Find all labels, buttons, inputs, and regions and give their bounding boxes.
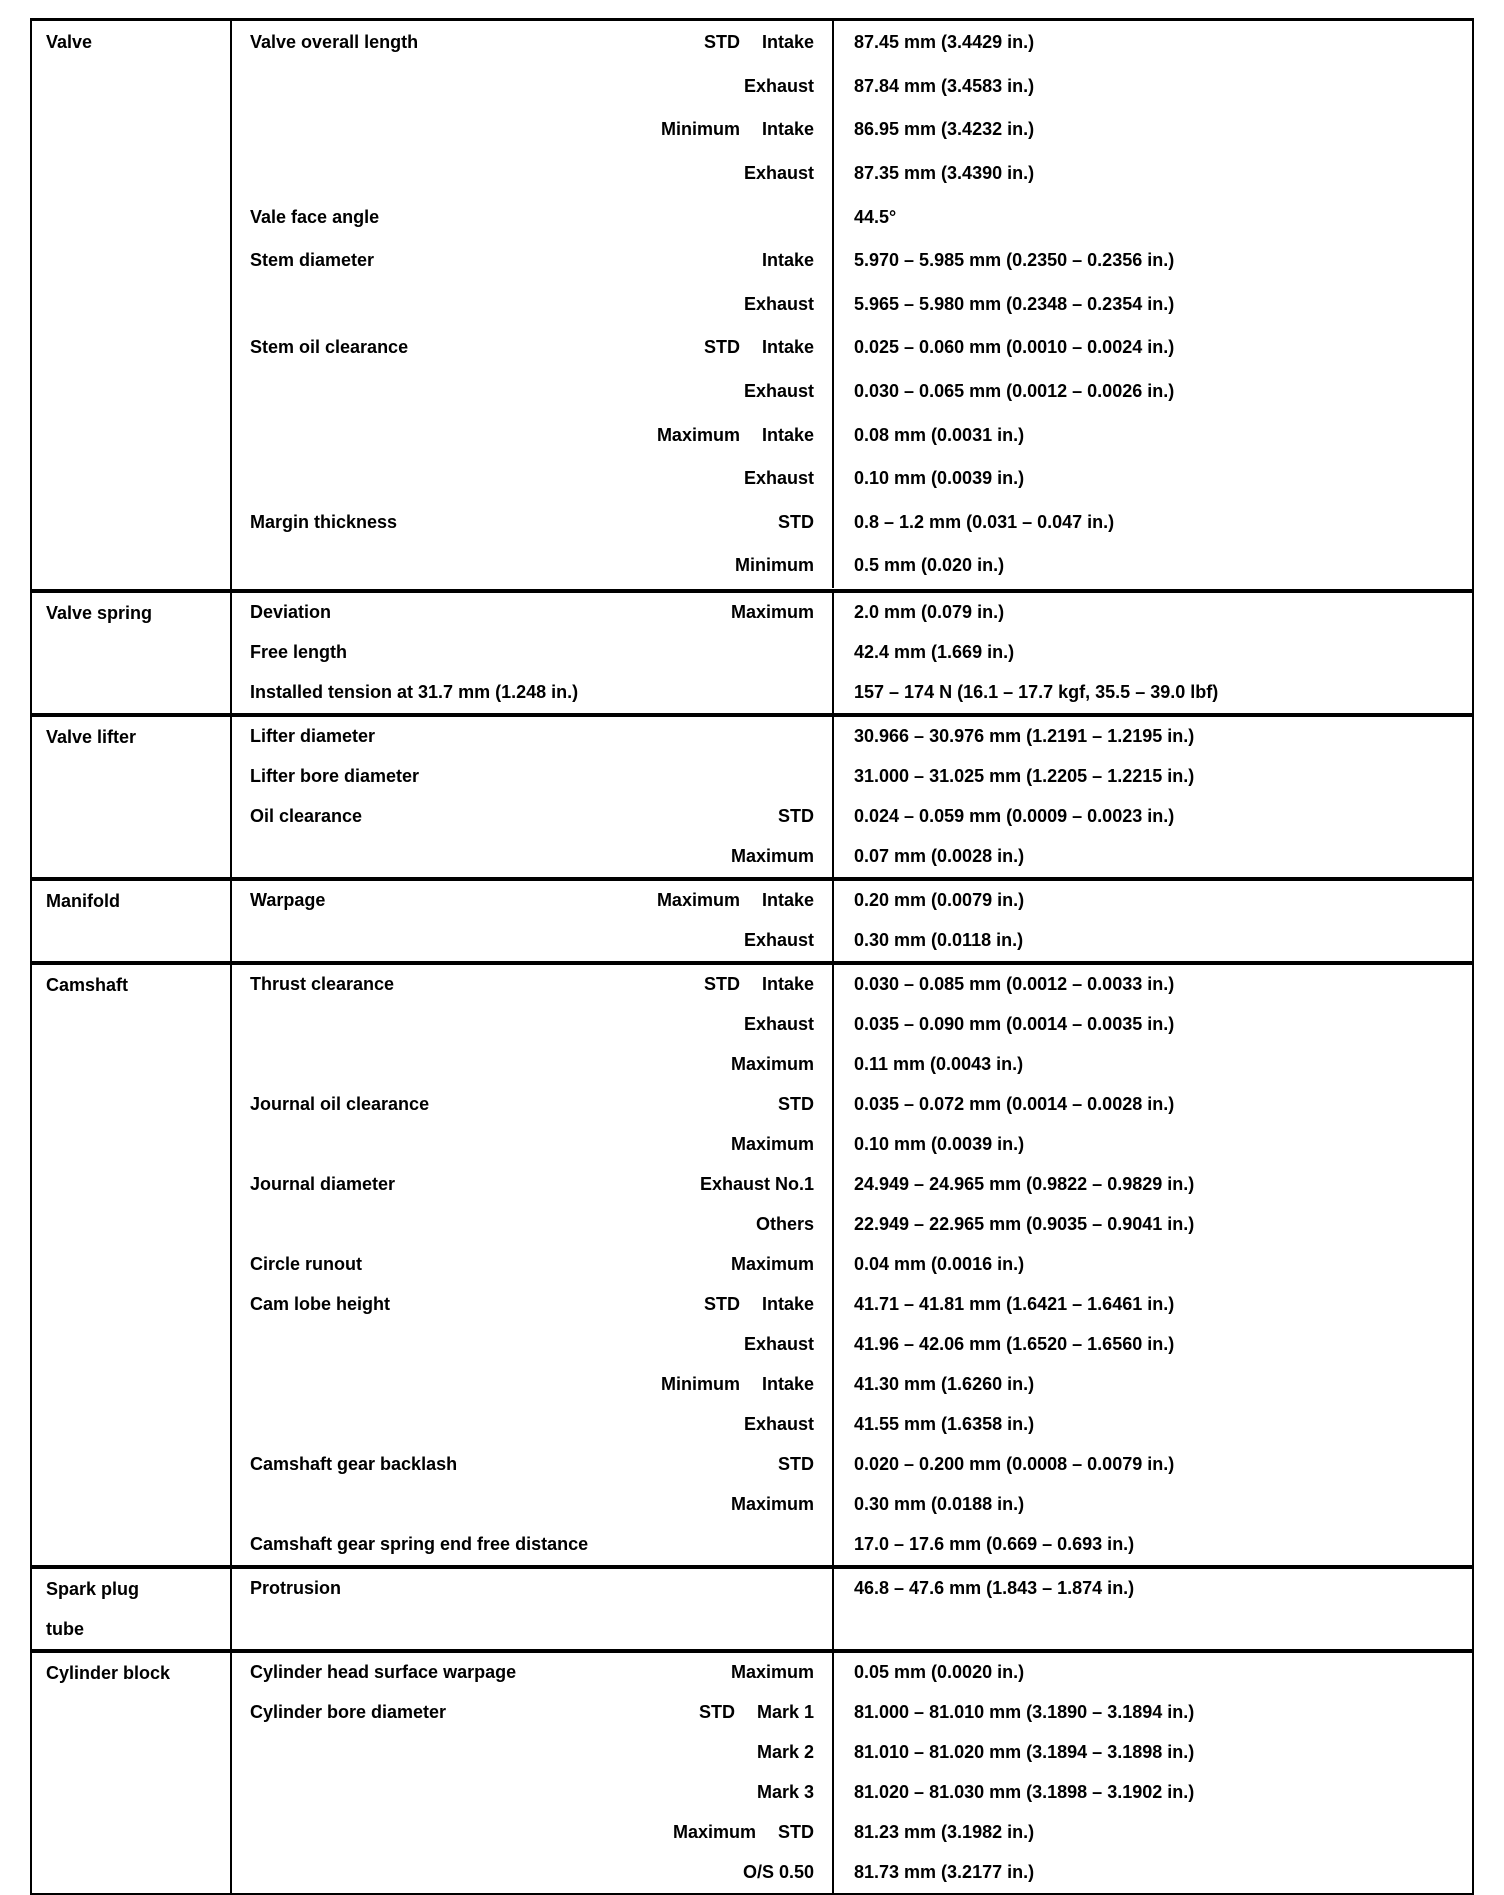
- qualifier-secondary: Exhaust: [743, 1014, 814, 1035]
- item-cell: [232, 1525, 834, 1565]
- qualifier-primary: STD: [703, 32, 740, 53]
- item-cell: [232, 370, 834, 414]
- item-name: Installed tension at 31.7 mm (1.248 in.): [250, 682, 579, 703]
- item-name: Valve overall length: [250, 32, 419, 53]
- spec-value: 81.020 – 81.030 mm (3.1898 – 3.1902 in.): [854, 1782, 1195, 1803]
- spec-value: 41.30 mm (1.6260 in.): [854, 1374, 1035, 1395]
- qualifier-secondary: Maximum: [730, 602, 814, 623]
- table-row: [232, 1085, 1472, 1125]
- spec-value: 17.0 – 17.6 mm (0.669 – 0.693 in.): [854, 1534, 1135, 1555]
- section-label: [32, 1569, 232, 1649]
- item-cell: [232, 797, 834, 837]
- item-cell: [232, 501, 834, 545]
- item-cell: [232, 921, 834, 961]
- section-label: [32, 1653, 232, 1893]
- table-row: [232, 544, 1472, 588]
- item-cell: [232, 21, 834, 65]
- item-cell: [232, 413, 834, 457]
- spec-value: 41.55 mm (1.6358 in.): [854, 1414, 1035, 1435]
- item-cell: [232, 1085, 834, 1125]
- qualifier-secondary: Intake: [761, 337, 814, 358]
- qualifier-secondary: Exhaust: [743, 381, 814, 402]
- spec-value: 30.966 – 30.976 mm (1.2191 – 1.2195 in.): [854, 726, 1195, 747]
- spec-value: 0.08 mm (0.0031 in.): [854, 424, 1025, 445]
- table-row: [232, 65, 1472, 109]
- spec-value: 0.020 – 0.200 mm (0.0008 – 0.0079 in.): [854, 1454, 1175, 1475]
- section-label-line: Valve spring: [46, 602, 153, 623]
- qualifier: [731, 1054, 814, 1075]
- spec-value: 5.965 – 5.980 mm (0.2348 – 0.2354 in.): [854, 293, 1175, 314]
- qualifier-primary: STD: [698, 1702, 735, 1723]
- item-name: Camshaft gear backlash: [250, 1454, 458, 1475]
- table-row: [232, 152, 1472, 196]
- qualifier-primary: Maximum: [656, 424, 740, 445]
- qualifier-secondary: STD: [778, 806, 814, 827]
- table-row: [232, 593, 1472, 633]
- spec-value: 24.949 – 24.965 mm (0.9822 – 0.9829 in.): [854, 1174, 1195, 1195]
- qualifier: [744, 1334, 814, 1355]
- item-cell: [232, 1285, 834, 1325]
- qualifier: [743, 1862, 814, 1883]
- spec-value: 0.11 mm (0.0043 in.): [854, 1054, 1024, 1075]
- qualifier-secondary: Exhaust No.1: [699, 1174, 814, 1195]
- qualifier-primary: STD: [703, 974, 740, 995]
- item-cell: [232, 881, 834, 921]
- qualifier-secondary: Intake: [761, 119, 814, 140]
- section-label-line: Valve lifter: [46, 726, 137, 747]
- item-name: Margin thickness: [250, 511, 398, 532]
- item-cell: [232, 1125, 834, 1165]
- item-cell: [232, 1405, 834, 1445]
- spec-value: 0.10 mm (0.0039 in.): [854, 468, 1025, 489]
- item-name: Vale face angle: [250, 206, 380, 227]
- item-cell: [232, 1693, 834, 1733]
- item-cell: [232, 1773, 834, 1813]
- table-row: [232, 1125, 1472, 1165]
- qualifier: [778, 1094, 814, 1115]
- spec-value: 0.05 mm (0.0020 in.): [854, 1662, 1025, 1683]
- item-name: Cam lobe height: [250, 1294, 391, 1315]
- table-row: [232, 1405, 1472, 1445]
- spec-value: 46.8 – 47.6 mm (1.843 – 1.874 in.): [854, 1578, 1135, 1599]
- item-cell: [232, 108, 834, 152]
- item-cell: [232, 283, 834, 327]
- table-row: [232, 757, 1472, 797]
- section-body: [232, 965, 1472, 1565]
- spec-value: 41.71 – 41.81 mm (1.6421 – 1.6461 in.): [854, 1294, 1175, 1315]
- qualifier: [757, 1742, 814, 1763]
- spec-table: [30, 18, 1474, 1895]
- qualifier: [762, 250, 814, 271]
- item-name: Oil clearance: [250, 806, 363, 827]
- section-label: [32, 717, 232, 877]
- item-name: Journal diameter: [250, 1174, 396, 1195]
- section-body: [232, 1569, 1472, 1649]
- qualifier: [744, 468, 814, 489]
- qualifier-secondary: Intake: [761, 890, 814, 911]
- qualifier: [744, 1014, 814, 1035]
- qualifier-secondary: Exhaust: [743, 930, 814, 951]
- item-name: Deviation: [250, 602, 332, 623]
- item-cell: [232, 1485, 834, 1525]
- spec-value: 0.30 mm (0.0188 in.): [854, 1494, 1025, 1515]
- item-cell: [232, 195, 834, 239]
- table-row: [232, 1853, 1472, 1893]
- qualifier-secondary: Intake: [761, 250, 814, 271]
- item-cell: [232, 1609, 834, 1649]
- qualifier-primary: STD: [703, 1294, 740, 1315]
- item-cell: [232, 1445, 834, 1485]
- item-cell: [232, 457, 834, 501]
- qualifier: [704, 974, 814, 995]
- qualifier-primary: Minimum: [660, 1374, 740, 1395]
- section-body: [232, 21, 1472, 589]
- table-row: [232, 1525, 1472, 1565]
- spec-value: 81.73 mm (3.2177 in.): [854, 1862, 1035, 1883]
- qualifier: [744, 294, 814, 315]
- qualifier: [778, 512, 814, 533]
- item-name: Protrusion: [250, 1578, 342, 1599]
- item-cell: [232, 593, 834, 633]
- section-label-line: Camshaft: [46, 974, 129, 995]
- spec-value: 0.8 – 1.2 mm (0.031 – 0.047 in.): [854, 511, 1115, 532]
- spec-value: 0.20 mm (0.0079 in.): [854, 890, 1025, 911]
- qualifier-secondary: STD: [778, 1094, 814, 1115]
- qualifier: [731, 1134, 814, 1155]
- qualifier: [657, 425, 814, 446]
- table-section: [32, 877, 1472, 961]
- qualifier: [704, 337, 814, 358]
- qualifier: [735, 555, 814, 576]
- table-row: [232, 837, 1472, 877]
- table-row: [232, 1325, 1472, 1365]
- qualifier: [744, 381, 814, 402]
- table-row: [232, 797, 1472, 837]
- item-cell: [232, 1733, 834, 1773]
- spec-value: 81.010 – 81.020 mm (3.1894 – 3.1898 in.): [854, 1742, 1195, 1763]
- qualifier: [704, 32, 814, 53]
- table-row: [232, 457, 1472, 501]
- spec-value: 157 – 174 N (16.1 – 17.7 kgf, 35.5 – 39.0 lbf): [854, 682, 1219, 703]
- spec-value: 0.035 – 0.072 mm (0.0014 – 0.0028 in.): [854, 1094, 1175, 1115]
- qualifier-secondary: Maximum: [730, 1662, 814, 1683]
- table-section: [32, 1649, 1472, 1893]
- item-cell: [232, 757, 834, 797]
- item-name: Cylinder bore diameter: [250, 1702, 447, 1723]
- qualifier: [673, 1822, 814, 1843]
- qualifier: [744, 930, 814, 951]
- table-row: [232, 921, 1472, 961]
- item-cell: [232, 1325, 834, 1365]
- section-label: [32, 21, 232, 589]
- qualifier: [731, 1254, 814, 1275]
- table-row: [232, 1365, 1472, 1405]
- section-label-line: Manifold: [46, 890, 120, 911]
- table-row: [232, 413, 1472, 457]
- spec-value: 22.949 – 22.965 mm (0.9035 – 0.9041 in.): [854, 1214, 1195, 1235]
- item-name: Thrust clearance: [250, 974, 395, 995]
- qualifier-primary: Maximum: [656, 890, 740, 911]
- table-row: [232, 370, 1472, 414]
- item-cell: [232, 1005, 834, 1045]
- qualifier-primary: STD: [703, 337, 740, 358]
- qualifier-secondary: Others: [755, 1214, 814, 1235]
- spec-value: 2.0 mm (0.079 in.): [854, 602, 1005, 623]
- item-name: Camshaft gear spring end free distance: [250, 1534, 589, 1555]
- qualifier-secondary: Exhaust: [743, 163, 814, 184]
- spec-value: 42.4 mm (1.669 in.): [854, 642, 1015, 663]
- table-row: [232, 633, 1472, 673]
- spec-value: 0.30 mm (0.0118 in.): [854, 930, 1024, 951]
- item-cell: [232, 1045, 834, 1085]
- item-name: Lifter diameter: [250, 726, 376, 747]
- section-label-line: tube: [46, 1618, 84, 1639]
- spec-value: [834, 1609, 1472, 1649]
- item-cell: [232, 152, 834, 196]
- qualifier-secondary: Exhaust: [743, 75, 814, 96]
- item-cell: [232, 837, 834, 877]
- qualifier: [744, 1414, 814, 1435]
- section-label-line: Valve: [46, 32, 93, 52]
- qualifier: [744, 76, 814, 97]
- spec-value: 81.23 mm (3.1982 in.): [854, 1822, 1035, 1843]
- qualifier-secondary: Mark 3: [756, 1782, 814, 1803]
- table-row: [232, 108, 1472, 152]
- spec-value: 87.84 mm (3.4583 in.): [854, 75, 1035, 96]
- qualifier-secondary: Mark 1: [756, 1702, 814, 1723]
- qualifier: [757, 1782, 814, 1803]
- table-row: [232, 1653, 1472, 1693]
- item-name: Journal oil clearance: [250, 1094, 430, 1115]
- table-row: [232, 1245, 1472, 1285]
- qualifier: [699, 1702, 814, 1723]
- section-body: [232, 881, 1472, 961]
- qualifier-secondary: Maximum: [730, 1054, 814, 1075]
- table-row: [232, 1733, 1472, 1773]
- qualifier-secondary: STD: [778, 1454, 814, 1475]
- qualifier: [744, 163, 814, 184]
- qualifier: [661, 119, 814, 140]
- item-name: Cylinder head surface warpage: [250, 1662, 517, 1683]
- spec-value: 44.5°: [854, 206, 897, 227]
- item-cell: [232, 965, 834, 1005]
- table-row: [232, 195, 1472, 239]
- qualifier: [756, 1214, 814, 1235]
- table-row: [232, 1165, 1472, 1205]
- table-row: [232, 965, 1472, 1005]
- item-name: Circle runout: [250, 1254, 363, 1275]
- table-row: [232, 501, 1472, 545]
- item-cell: [232, 1569, 834, 1609]
- table-row: [232, 1285, 1472, 1325]
- table-row: [232, 1609, 1472, 1649]
- spec-value: 0.10 mm (0.0039 in.): [854, 1134, 1025, 1155]
- item-cell: [232, 1245, 834, 1285]
- spec-value: 86.95 mm (3.4232 in.): [854, 119, 1035, 140]
- table-section: [32, 713, 1472, 877]
- section-label-line: Cylinder block: [46, 1662, 171, 1683]
- item-cell: [232, 673, 834, 713]
- item-name: Stem oil clearance: [250, 337, 409, 358]
- qualifier-secondary: Intake: [761, 32, 814, 53]
- table-row: [232, 326, 1472, 370]
- spec-value: 31.000 – 31.025 mm (1.2205 – 1.2215 in.): [854, 766, 1195, 787]
- item-name: Free length: [250, 642, 348, 663]
- qualifier-primary: Minimum: [660, 119, 740, 140]
- item-cell: [232, 239, 834, 283]
- qualifier-secondary: Exhaust: [743, 1414, 814, 1435]
- spec-value: 87.35 mm (3.4390 in.): [854, 163, 1035, 184]
- section-label: [32, 593, 232, 713]
- table-row: [232, 1569, 1472, 1609]
- item-cell: [232, 1365, 834, 1405]
- table-row: [232, 239, 1472, 283]
- qualifier: [731, 1494, 814, 1515]
- table-row: [232, 1205, 1472, 1245]
- qualifier: [700, 1174, 814, 1195]
- qualifier-primary: Maximum: [672, 1822, 756, 1843]
- spec-value: 0.025 – 0.060 mm (0.0010 – 0.0024 in.): [854, 337, 1175, 358]
- qualifier: [657, 890, 814, 911]
- item-cell: [232, 1165, 834, 1205]
- spec-value: 87.45 mm (3.4429 in.): [854, 32, 1035, 53]
- spec-value: 81.000 – 81.010 mm (3.1890 – 3.1894 in.): [854, 1702, 1195, 1723]
- qualifier-secondary: Minimum: [735, 555, 814, 576]
- section-label-line: Spark plug: [46, 1578, 140, 1599]
- qualifier-secondary: Maximum: [730, 1134, 814, 1155]
- table-row: [232, 717, 1472, 757]
- item-name: Warpage: [250, 890, 326, 911]
- qualifier: [731, 602, 814, 623]
- qualifier-secondary: O/S 0.50: [742, 1862, 814, 1883]
- qualifier-secondary: Maximum: [730, 1254, 814, 1275]
- section-label: [32, 881, 232, 961]
- table-section: [32, 589, 1472, 713]
- item-cell: [232, 65, 834, 109]
- table-row: [232, 1445, 1472, 1485]
- spec-value: 0.07 mm (0.0028 in.): [854, 846, 1025, 867]
- table-section: [32, 961, 1472, 1565]
- qualifier-secondary: Exhaust: [743, 293, 814, 314]
- qualifier-secondary: Maximum: [730, 1494, 814, 1515]
- table-row: [232, 1045, 1472, 1085]
- table-section: [32, 21, 1472, 589]
- section-label: [32, 965, 232, 1565]
- qualifier: [731, 1662, 814, 1683]
- item-cell: [232, 1853, 834, 1893]
- qualifier-secondary: Intake: [761, 424, 814, 445]
- spec-value: 0.04 mm (0.0016 in.): [854, 1254, 1025, 1275]
- qualifier-secondary: Maximum: [730, 846, 814, 867]
- table-row: [232, 1485, 1472, 1525]
- qualifier-secondary: Mark 2: [756, 1742, 814, 1763]
- spec-value: 0.030 – 0.085 mm (0.0012 – 0.0033 in.): [854, 974, 1175, 995]
- spec-value: 0.024 – 0.059 mm (0.0009 – 0.0023 in.): [854, 806, 1175, 827]
- qualifier-secondary: STD: [778, 511, 814, 532]
- spec-value: 41.96 – 42.06 mm (1.6520 – 1.6560 in.): [854, 1334, 1175, 1355]
- section-body: [232, 717, 1472, 877]
- item-cell: [232, 544, 834, 588]
- item-cell: [232, 1653, 834, 1693]
- section-body: [232, 1653, 1472, 1893]
- spec-value: 5.970 – 5.985 mm (0.2350 – 0.2356 in.): [854, 250, 1175, 271]
- qualifier: [704, 1294, 814, 1315]
- spec-value: 0.030 – 0.065 mm (0.0012 – 0.0026 in.): [854, 381, 1175, 402]
- item-name: Stem diameter: [250, 250, 375, 271]
- spec-value: 0.5 mm (0.020 in.): [854, 555, 1005, 576]
- qualifier: [661, 1374, 814, 1395]
- section-body: [232, 593, 1472, 713]
- table-row: [232, 1773, 1472, 1813]
- table-row: [232, 21, 1472, 65]
- item-cell: [232, 1205, 834, 1245]
- item-cell: [232, 633, 834, 673]
- item-cell: [232, 1813, 834, 1853]
- spec-value: 0.035 – 0.090 mm (0.0014 – 0.0035 in.): [854, 1014, 1175, 1035]
- item-name: Lifter bore diameter: [250, 766, 420, 787]
- table-row: [232, 1005, 1472, 1045]
- table-section: [32, 1565, 1472, 1649]
- qualifier: [731, 846, 814, 867]
- qualifier-secondary: Intake: [761, 974, 814, 995]
- qualifier-secondary: Intake: [761, 1374, 814, 1395]
- qualifier-secondary: Intake: [761, 1294, 814, 1315]
- qualifier-secondary: Exhaust: [743, 468, 814, 489]
- table-row: [232, 673, 1472, 713]
- qualifier: [778, 1454, 814, 1475]
- table-row: [232, 283, 1472, 327]
- qualifier: [778, 806, 814, 827]
- table-row: [232, 881, 1472, 921]
- qualifier-secondary: Exhaust: [743, 1334, 814, 1355]
- item-cell: [232, 326, 834, 370]
- qualifier-secondary: STD: [778, 1822, 814, 1843]
- item-cell: [232, 717, 834, 757]
- table-row: [232, 1693, 1472, 1733]
- table-row: [232, 1813, 1472, 1853]
